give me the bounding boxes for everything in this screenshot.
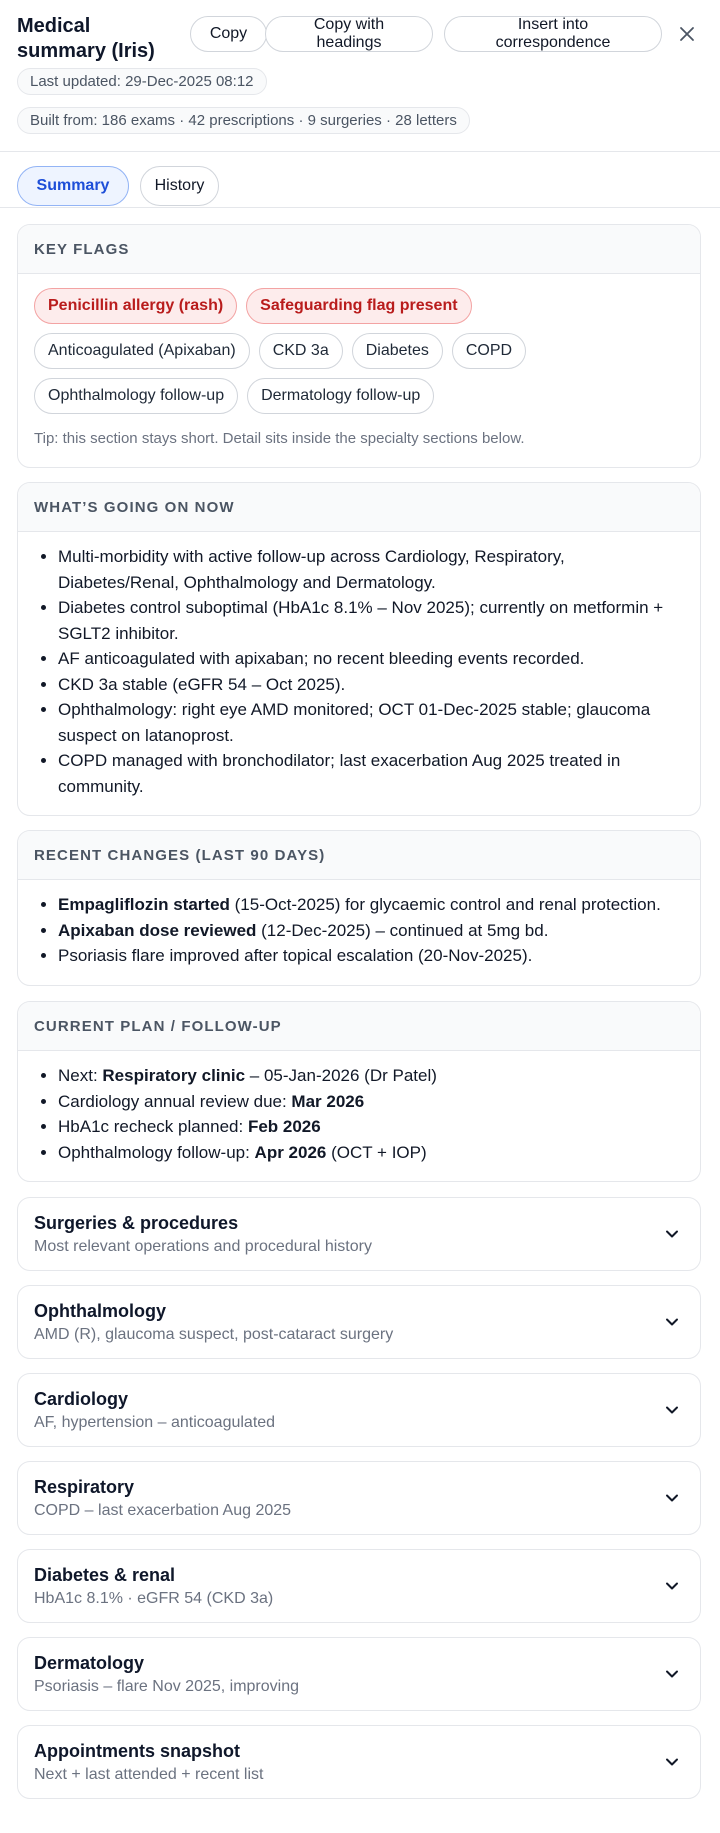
list-item	[58, 1140, 684, 1166]
section-title: Surgeries & procedures	[34, 1213, 239, 1233]
copy-with-headings-button[interactable]: Copy with headings	[265, 16, 433, 52]
list-item: • Multi-morbidity with active follow-up across Cardiology, Respiratory, Diabetes/Renal, Ophthalmology and Dermatology.	[58, 544, 684, 595]
flag-chips	[34, 288, 684, 414]
section-subtitle: COPD – last exacerbation Aug 2025	[34, 1502, 292, 1519]
key-flags-tip: Tip: this section stays short. Detail sits inside the specialty sections below.	[34, 430, 525, 447]
key-flags-heading: KEY FLAGS	[18, 225, 700, 274]
plan-detail: – 05-Jan-2026 (Dr Patel)	[245, 1066, 437, 1085]
alert-chip: Penicillin allergy (rash)	[34, 288, 237, 324]
change-detail: (12-Dec-2025) – continued at 5mg bd.	[256, 920, 549, 940]
section-respiratory[interactable]	[17, 1461, 701, 1535]
list-item: • AF anticoagulated with apixaban; no recent bleeding events recorded.	[58, 646, 684, 672]
change-name: Apixaban dose reviewed	[58, 920, 257, 940]
section-subtitle: HbA1c 8.1% · eGFR 54 (CKD 3a)	[34, 1590, 274, 1607]
list-item	[58, 1114, 684, 1140]
plan-label: Ophthalmology follow-up:	[58, 1142, 255, 1162]
flag-chip: Anticoagulated (Apixaban)	[34, 333, 250, 369]
recent-changes-list	[34, 892, 684, 969]
section-appointments[interactable]	[17, 1725, 701, 1799]
going-on-now-list	[34, 544, 684, 799]
section-dermatology[interactable]	[17, 1637, 701, 1711]
list-item: • CKD 3a stable (eGFR 54 – Oct 2025).	[58, 672, 684, 698]
flag-chip: COPD	[452, 333, 526, 369]
panel-header	[0, 0, 720, 152]
list-item: • Diabetes control suboptimal (HbA1c 8.1% – Nov 2025); currently on metformin + SGLT2 inhibitor.	[58, 595, 684, 646]
going-on-now-card	[17, 482, 701, 816]
tab-bar	[0, 152, 720, 208]
section-title: Appointments snapshot	[34, 1741, 240, 1761]
flag-chip: CKD 3a	[259, 333, 343, 369]
copy-button[interactable]: Copy	[190, 16, 267, 52]
list-item: • COPD managed with bronchodilator; last exacerbation Aug 2025 treated in community.	[58, 748, 684, 799]
flag-chip: Ophthalmology follow-up	[34, 378, 238, 414]
flag-chip: Diabetes	[352, 333, 443, 369]
list-item	[58, 1089, 684, 1115]
change-name: Empagliflozin started	[58, 895, 230, 914]
plan-value: Mar 2026	[291, 1091, 365, 1111]
list-item: • Ophthalmology: right eye AMD monitored; OCT 01-Dec-2025 stable; glaucoma suspect on latanoprost.	[58, 697, 684, 748]
alert-chip: Safeguarding flag present	[246, 288, 471, 324]
flag-chip: Dermatology follow-up	[247, 378, 434, 414]
section-subtitle: Psoriasis – flare Nov 2025, improving	[34, 1678, 300, 1695]
recent-changes-card	[17, 830, 701, 986]
list-item	[58, 892, 684, 918]
section-title: Ophthalmology	[34, 1301, 166, 1321]
chevron-down-icon[interactable]	[662, 1664, 682, 1684]
change-detail: Psoriasis flare improved after topical escalation (20-Nov-2025).	[58, 946, 533, 965]
plan-value: Feb 2026	[247, 1117, 321, 1136]
section-diabetes-renal[interactable]	[17, 1549, 701, 1623]
plan-label: Next:	[58, 1066, 103, 1085]
chevron-down-icon[interactable]	[662, 1576, 682, 1596]
list-item	[58, 1063, 684, 1089]
chevron-down-icon[interactable]	[662, 1752, 682, 1772]
built-from-badge: Built from: 186 exams · 42 prescriptions · 9 surgeries · 28 letters	[17, 107, 470, 134]
section-title: Diabetes & renal	[34, 1565, 176, 1585]
section-title: Dermatology	[34, 1653, 145, 1673]
plan-value: Respiratory clinic	[102, 1066, 246, 1085]
plan-label: Cardiology annual review due:	[58, 1091, 292, 1111]
section-subtitle: Most relevant operations and procedural history	[34, 1238, 372, 1255]
section-subtitle: Next + last attended + recent list	[34, 1766, 264, 1783]
plan-label: HbA1c recheck planned:	[58, 1117, 248, 1136]
close-icon[interactable]	[674, 20, 700, 48]
page-title: Medical summary (Iris)	[17, 15, 155, 62]
current-plan-card	[17, 1001, 701, 1182]
chevron-down-icon[interactable]	[662, 1488, 682, 1508]
section-subtitle: AF, hypertension – anticoagulated	[34, 1414, 276, 1431]
chevron-down-icon[interactable]	[662, 1400, 682, 1420]
current-plan-list	[34, 1063, 684, 1165]
list-item	[58, 943, 684, 969]
change-detail: (15-Oct-2025) for glycaemic control and renal protection.	[229, 895, 661, 914]
section-ophthalmology[interactable]	[17, 1285, 701, 1359]
section-surgeries[interactable]	[17, 1197, 701, 1271]
tab-summary[interactable]: Summary	[17, 166, 129, 206]
section-title: Respiratory	[34, 1477, 135, 1497]
plan-value: Apr 2026	[254, 1142, 327, 1162]
insert-into-correspondence-button[interactable]: Insert into correspondence	[444, 16, 662, 52]
plan-detail: (OCT + IOP)	[326, 1142, 427, 1162]
list-item	[58, 918, 684, 944]
section-subtitle: AMD (R), glaucoma suspect, post-cataract surgery	[34, 1326, 394, 1343]
going-on-now-heading: WHAT’S GOING ON NOW	[18, 483, 700, 532]
recent-changes-heading: RECENT CHANGES (LAST 90 DAYS)	[18, 831, 700, 880]
tab-history[interactable]: History	[140, 166, 219, 206]
key-flags-card	[17, 224, 701, 468]
chevron-down-icon[interactable]	[662, 1224, 682, 1244]
current-plan-heading: CURRENT PLAN / FOLLOW-UP	[18, 1002, 700, 1051]
section-title: Cardiology	[34, 1389, 129, 1409]
chevron-down-icon[interactable]	[662, 1312, 682, 1332]
last-updated-badge: Last updated: 29-Dec-2025 08:12	[17, 68, 267, 95]
section-cardiology[interactable]	[17, 1373, 701, 1447]
